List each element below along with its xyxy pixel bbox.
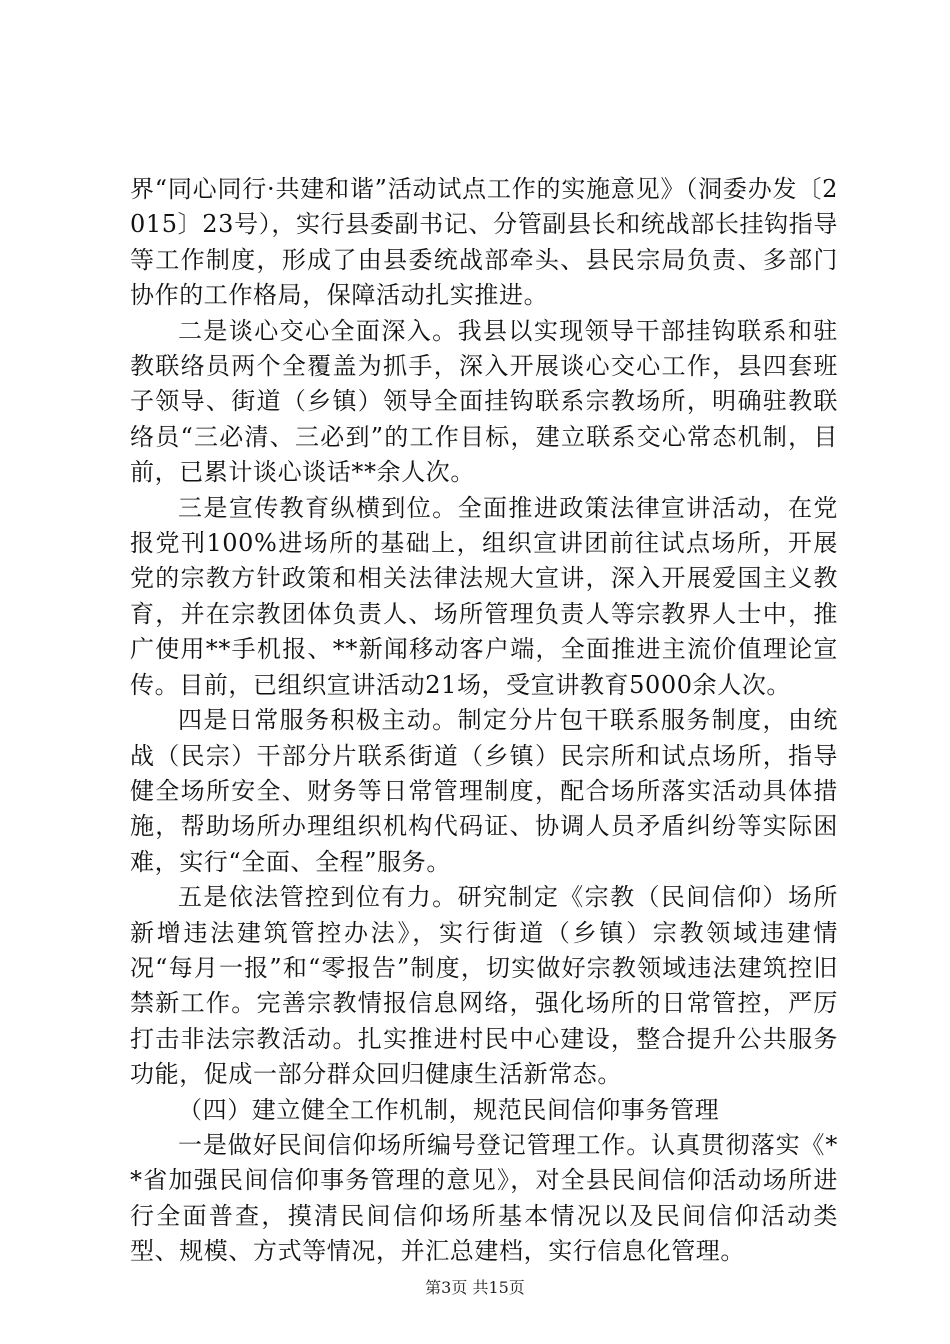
paragraph-2: 二是谈心交心全面深入。我县以实现领导干部挂钩联系和驻教联络员两个全覆盖为抓手，深入开展谈心交心工作，县四套班子领导、街道（乡镇）领导全面挂钩联系宗教场所，明确驻教联络员“三必清、三必到”的工作目标，建立联系交心常态机制，目前，已累计谈心谈话**余人次。: [130, 316, 838, 487]
paragraph-1: 界“同心同行·共建和谐”活动试点工作的实施意见》（洞委办发〔2015〕23号），实行县委副书记、分管副县长和统战部长挂钩指导等工作制度，形成了由县委统战部牵头、县民宗局负责、多部门协作的工作格局，保障活动扎实推进。: [130, 175, 838, 310]
paragraph-5: 五是依法管控到位有力。研究制定《宗教（民间信仰）场所新增违法建筑管控办法》，实行街道（乡镇）宗教领域违建情况“每月一报”和“零报告”制度，切实做好宗教领域违法建筑控旧禁新工作。完善宗教情报信息网络，强化场所的日常管控，严厉打击非法宗教活动。扎实推进村民中心建设，整合提升公共服务功能，促成一部分群众回归健康生活新常态。: [130, 883, 838, 1089]
paragraph-4: 四是日常服务积极主动。制定分片包干联系服务制度，由统战（民宗）干部分片联系街道（乡镇）民宗所和试点场所，指导健全场所安全、财务等日常管理制度，配合场所落实活动具体措施，帮助场所办理组织机构代码证、协调人员矛盾纠纷等实际困难，实行“全面、全程”服务。: [130, 706, 838, 876]
paragraph-3: 三是宣传教育纵横到位。全面推进政策法律宣讲活动，在党报党刊100%进场所的基础上，组织宣讲团前往试点场所，开展党的宗教方针政策和相关法律法规大宣讲，深入开展爱国主义教育，并在宗教团体负责人、场所管理负责人等宗教界人士中，推广使用**手机报、**新闻移动客户端，全面推进主流价值理论宣传。目前，已组织宣讲活动21场，受宣讲教育5000余人次。: [130, 493, 838, 699]
page-footer: 第3页 共15页: [425, 1278, 525, 1297]
paragraph-6: 一是做好民间信仰场所编号登记管理工作。认真贯彻落实《**省加强民间信仰事务管理的意见》，对全县民间信仰活动场所进行全面普查，摸清民间信仰场所基本情况以及民间信仰活动类型、规模、方式等情况，并汇总建档，实行信息化管理。: [130, 1130, 838, 1266]
document-body: [130, 172, 838, 1270]
section-heading: （四）建立健全工作机制，规范民间信仰事务管理: [178, 1095, 720, 1124]
